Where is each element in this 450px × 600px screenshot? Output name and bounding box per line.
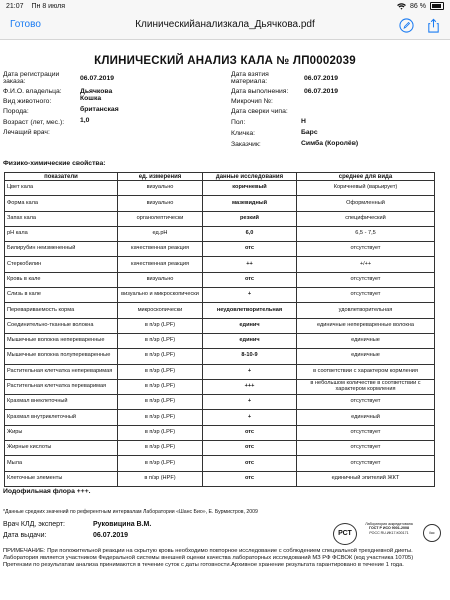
row-result: + [203, 395, 297, 410]
table-row [5, 318, 435, 333]
stamp-line-3: РОСС RU.ИК17.К00171 [369, 530, 409, 535]
row-result: отс [203, 456, 297, 471]
report-title: КЛИНИЧЕСКИЙ АНАЛИЗ КАЛА № ЛП0002039 [94, 55, 356, 67]
species-value: Кошка [80, 95, 102, 102]
row-indicator: Мышечные волокна непереваренные [5, 333, 118, 348]
row-result: +++ [203, 379, 297, 394]
row-indicator: Цвет кала [5, 181, 118, 196]
row-result: отс [203, 425, 297, 440]
sex-value: Н [301, 118, 306, 125]
status-time: 21:07 [6, 2, 24, 10]
registration-date-value: 06.07.2019 [80, 75, 115, 82]
table-row [5, 471, 435, 486]
table-row [5, 257, 435, 272]
row-norm: единичный эпителий ЖКТ [297, 471, 435, 486]
row-unit: в п/зр (LPF) [118, 349, 203, 364]
row-indicator: Кровь в кале [5, 272, 118, 287]
table-row [5, 441, 435, 456]
row-result: неудовлетворительная [203, 303, 297, 318]
row-indicator: Соединительно-тканные волокна [5, 318, 118, 333]
completion-date-label: Дата выполнения: [231, 88, 289, 95]
row-indicator: Форма кала [5, 196, 118, 211]
row-result: отс [203, 471, 297, 486]
table-row [5, 395, 435, 410]
row-unit: визуально [118, 196, 203, 211]
table-row [5, 226, 435, 241]
header-result: данные исследования [203, 173, 297, 181]
rst-logo-icon: РСТ [333, 523, 357, 545]
row-unit: визуально [118, 181, 203, 196]
row-indicator: Крахмал внутриклеточный [5, 410, 118, 425]
doctor-name: Руковицина В.М. [93, 520, 152, 528]
flora-note: Иодофильная флора +++. [3, 487, 91, 495]
breed-label: Порода: [3, 108, 29, 115]
status-right [397, 2, 444, 10]
patient-info [3, 71, 447, 172]
issue-date-value: 06.07.2019 [93, 531, 129, 539]
age-label: Возраст (лет, мес.): [3, 119, 65, 126]
row-norm: отсутствует [297, 395, 435, 410]
row-norm: отсутствует [297, 288, 435, 303]
header-unit: ед. измерения [118, 173, 203, 181]
microchip-label: Микрочип №: [231, 98, 273, 105]
row-indicator: Билирубин неизмененный [5, 242, 118, 257]
row-norm: Коричневый (варьирует) [297, 181, 435, 196]
row-indicator: Крахмал внеклеточный [5, 395, 118, 410]
table-row [5, 379, 435, 394]
row-unit: в п/зр (HPF) [118, 471, 203, 486]
row-unit: в п/зр (LPF) [118, 364, 203, 379]
analysis-table [4, 172, 435, 487]
registration-date-label: Дата регистрации заказа: [3, 71, 60, 86]
pdf-viewer-toolbar [0, 12, 450, 40]
table-row [5, 333, 435, 348]
table-row [5, 349, 435, 364]
row-unit: органолептически [118, 211, 203, 226]
reference-footnote: *Данные средних значений по референтным интервалам Лаборатории «Шанс Био», Е. Бурмистров, 2009 [3, 508, 258, 515]
pet-name-label: Кличка: [231, 130, 256, 137]
customer-value: Симба (Королёв) [301, 140, 359, 147]
row-indicator: Мыла [5, 456, 118, 471]
row-indicator: Жиры [5, 425, 118, 440]
issue-date-label: Дата выдачи: [3, 531, 47, 539]
table-row [5, 211, 435, 226]
notes [3, 548, 447, 569]
row-indicator: pH кала [5, 226, 118, 241]
note-fsvok: Лаборатория является участником Федеральной системы внешней оценки качества лабораторных исследований МЗ РФ ФСВОК (код участника 10705) [3, 555, 414, 561]
table-row [5, 410, 435, 425]
row-norm: единичные [297, 349, 435, 364]
table-body [5, 181, 435, 487]
row-result: резкий [203, 211, 297, 226]
pdf-page [0, 41, 450, 600]
table-header-row [5, 173, 435, 181]
sex-label: Пол: [231, 119, 246, 126]
row-unit: в п/зр (LPF) [118, 333, 203, 348]
row-indicator: Мышечные волокна полупереваренные [5, 349, 118, 364]
note-claims: Претензии по результатам анализа принимаются в течение суток с даты готовности.Архивное хранение результата гарантировано в течение 1 года. [3, 562, 404, 569]
table-row [5, 242, 435, 257]
row-norm: отсутствует [297, 441, 435, 456]
row-norm: отсутствует [297, 456, 435, 471]
table-row [5, 196, 435, 211]
table-row [5, 272, 435, 287]
document-title: Клиническийанализкала_Дьячкова.pdf [135, 19, 315, 30]
row-norm: в небольшом количестве в соответствии с характером кормления [297, 379, 435, 394]
accreditation-stamp [331, 521, 441, 545]
row-result: единич [203, 318, 297, 333]
header-indicator: показатели [5, 173, 118, 181]
table-row [5, 364, 435, 379]
row-norm: в соответствии с характером кормления [297, 364, 435, 379]
table-row [5, 288, 435, 303]
row-result: отс [203, 242, 297, 257]
share-icon[interactable] [426, 18, 441, 33]
row-norm: единичный [297, 410, 435, 425]
age-value: 1,0 [80, 117, 90, 124]
pet-name-value: Барс [301, 129, 318, 136]
table-row [5, 425, 435, 440]
row-result: единич [203, 333, 297, 348]
row-unit: качественная реакция [118, 242, 203, 257]
row-result: + [203, 364, 297, 379]
sampling-date-value: 06.07.2019 [304, 75, 339, 82]
markup-pen-icon[interactable] [399, 18, 414, 33]
battery-icon [430, 2, 444, 10]
doctor-label: Лечащий врач: [3, 129, 50, 136]
row-norm: единичные непереваренные волокна [297, 318, 435, 333]
row-norm: отсутствует [297, 425, 435, 440]
note-blood: ПРИМЕЧАНИЕ: При положительной реакции на скрытую кровь необходимо повторное исследование с соблюдением специальной трехдневной диеты. [3, 547, 413, 554]
row-indicator: Перевариваемость корма [5, 303, 118, 318]
row-unit: микроскопически [118, 303, 203, 318]
row-indicator: Стеркобилин [5, 257, 118, 272]
row-result: ++ [203, 257, 297, 272]
row-result: отс [203, 272, 297, 287]
header-norm: среднее для вида [297, 173, 435, 181]
row-unit: в п/зр (LPF) [118, 425, 203, 440]
chip-check-date-label: Дата сверки чипа: [231, 108, 288, 115]
row-result: 6,0 [203, 226, 297, 241]
row-indicator: Растительная клетчатка переваримая [5, 379, 118, 394]
status-left [6, 3, 65, 10]
row-norm: специфический [297, 211, 435, 226]
battery-fill [432, 4, 441, 8]
row-indicator: Растительная клетчатка непереваримая [5, 364, 118, 379]
owner-value: Дьячкова [80, 88, 113, 95]
row-unit: в п/зр (LPF) [118, 318, 203, 333]
customer-label: Заказчик: [231, 141, 261, 148]
row-unit: в п/зр (LPF) [118, 441, 203, 456]
completion-date-value: 06.07.2019 [304, 88, 339, 95]
done-button[interactable]: Готово [10, 19, 41, 30]
table-row [5, 456, 435, 471]
breed-value: британская [80, 106, 119, 113]
row-result: коричневый [203, 181, 297, 196]
row-indicator: Запах кала [5, 211, 118, 226]
row-unit: в п/зр (LPF) [118, 379, 203, 394]
row-indicator: Жирные кислоты [5, 441, 118, 456]
row-result: + [203, 410, 297, 425]
row-unit: ед.pH [118, 226, 203, 241]
row-unit: качественная реакция [118, 257, 203, 272]
row-result: + [203, 288, 297, 303]
species-label: Вид животного: [3, 98, 52, 105]
row-indicator: Клеточные элементы [5, 471, 118, 486]
row-norm: 6,5 - 7,5 [297, 226, 435, 241]
table-row [5, 181, 435, 196]
stamp-line-2: ГОСТ Р ИСО 9001-2008 [369, 526, 409, 531]
row-norm: отсутствует [297, 242, 435, 257]
battery-percent: 86 % [410, 2, 426, 10]
row-norm: единичные [297, 333, 435, 348]
row-unit: в п/зр (LPF) [118, 410, 203, 425]
row-result: отс [203, 441, 297, 456]
owner-label: Ф.И.О. владельца: [3, 88, 62, 95]
signature-block [3, 519, 447, 547]
row-norm: Оформленный [297, 196, 435, 211]
row-result: мазевидный [203, 196, 297, 211]
stamp-line-1: Лаборатория аккредитована [365, 521, 413, 526]
row-unit: в п/зр (LPF) [118, 456, 203, 471]
row-norm: удовлетворительная [297, 303, 435, 318]
row-unit: в п/зр (LPF) [118, 395, 203, 410]
stamp-text [359, 522, 419, 535]
status-date: Пн 8 июля [31, 2, 66, 10]
status-bar [0, 0, 450, 12]
wifi-icon [397, 3, 406, 10]
row-unit: визуально [118, 272, 203, 287]
row-unit: визуально и микроскопически [118, 288, 203, 303]
section-title: Физико-химические свойства: [3, 160, 106, 167]
row-indicator: Слизь в кале [5, 288, 118, 303]
row-norm: отсутствует [297, 272, 435, 287]
doctor-role-label: Врач КЛД, эксперт: [3, 520, 65, 528]
row-norm: +/++ [297, 257, 435, 272]
table-row [5, 303, 435, 318]
row-result: 8-10-9 [203, 349, 297, 364]
ilac-mark-icon: ilac [423, 524, 441, 542]
sampling-date-label: Дата взятия материала: [231, 71, 269, 86]
